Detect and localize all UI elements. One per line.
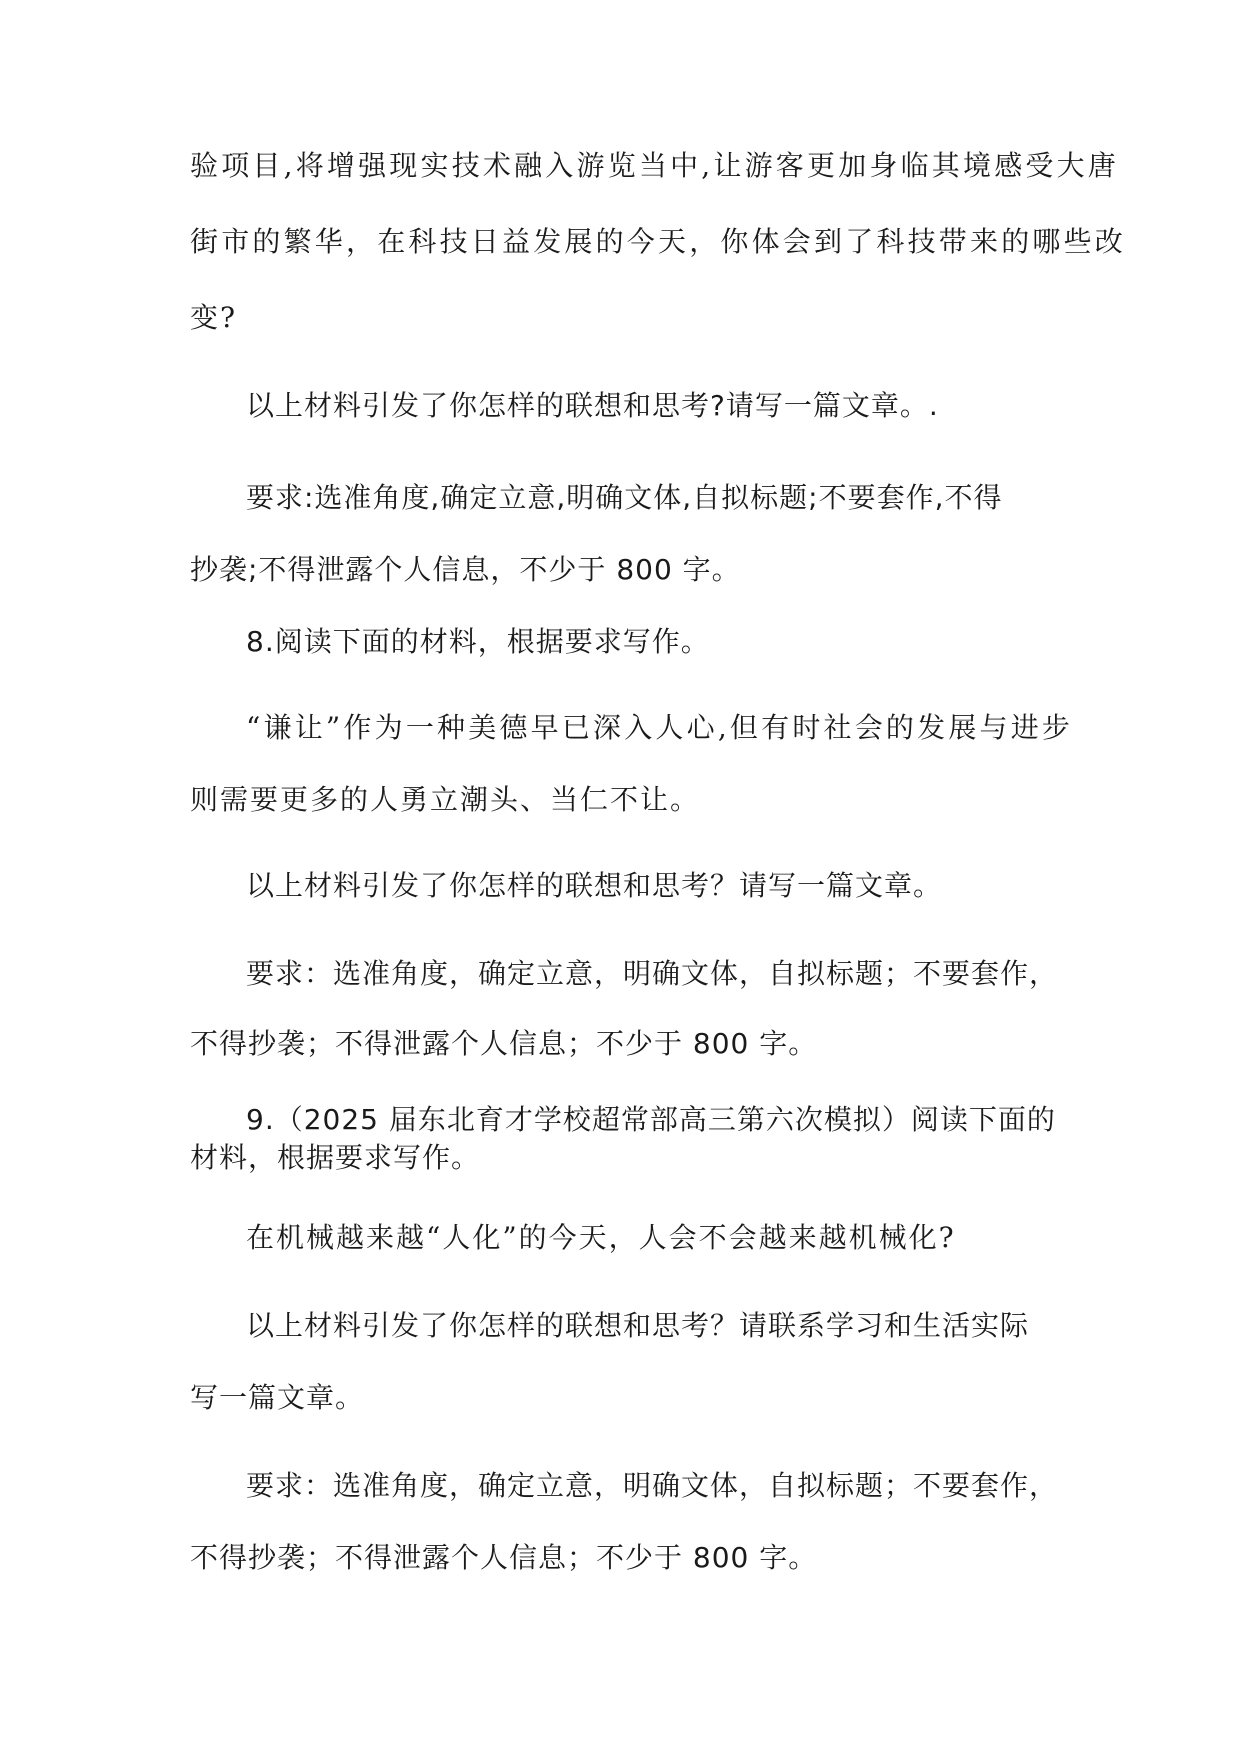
text-line-11: 要求：选准角度，确定立意，明确文体，自拟标题；不要套作，	[246, 957, 1059, 990]
text-line-15: 在机械越来越“人化”的今天，人会不会越来越机械化?	[246, 1221, 956, 1254]
question-8-heading: 8.阅读下面的材料，根据要求写作。	[246, 625, 710, 658]
text-line-6: 抄袭;不得泄露个人信息，不少于 800 字。	[190, 553, 741, 586]
text-line-1: 验项目,将增强现实技术融入游览当中,让游客更加身临其境感受大唐	[190, 149, 1120, 182]
text-line-9: 则需要更多的人勇立潮头、当仁不让。	[190, 783, 701, 816]
question-9-heading: 9.（2025 届东北育才学校超常部高三第六次模拟）阅读下面的	[246, 1103, 1056, 1136]
text-line-8: “谦让”作为一种美德早已深入人心,但有时社会的发展与进步	[246, 711, 1074, 744]
text-line-12: 不得抄袭；不得泄露个人信息；不少于 800 字。	[190, 1027, 818, 1060]
text-line-2: 街市的繁华，在科技日益发展的今天，你体会到了科技带来的哪些改	[190, 225, 1127, 258]
text-line-19: 不得抄袭；不得泄露个人信息；不少于 800 字。	[190, 1541, 818, 1574]
text-line-5: 要求:选准角度,确定立意,明确文体,自拟标题;不要套作,不得	[246, 481, 1003, 514]
text-line-3: 变?	[190, 301, 238, 334]
text-line-18: 要求：选准角度，确定立意，明确文体，自拟标题；不要套作，	[246, 1469, 1059, 1502]
text-line-17: 写一篇文章。	[190, 1381, 365, 1414]
text-line-4: 以上材料引发了你怎样的联想和思考?请写一篇文章。.	[246, 389, 939, 422]
text-line-10: 以上材料引发了你怎样的联想和思考？请写一篇文章。	[246, 869, 943, 902]
text-line-14: 材料，根据要求写作。	[190, 1141, 481, 1174]
text-line-16: 以上材料引发了你怎样的联想和思考？请联系学习和生活实际	[246, 1309, 1030, 1342]
